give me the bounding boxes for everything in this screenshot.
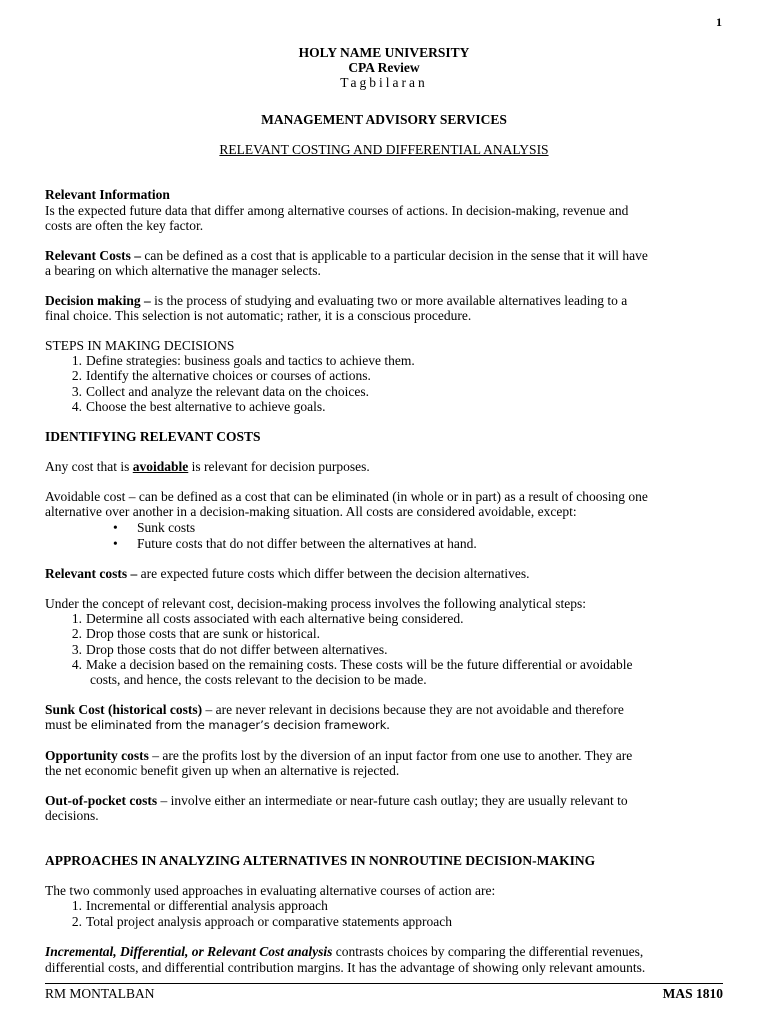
decision-making-text: is the process of studying and evaluating two or more available alternatives leading to a — [150, 293, 628, 308]
list-text: Choose the best alternative to achieve goals. — [86, 399, 326, 414]
avoidable-sentence — [45, 459, 725, 475]
opportunity-costs-text: – are the profits lost by the diversion of an input factor from one use to another. They are — [148, 748, 633, 763]
list-text: Make a decision based on the remaining costs. These costs will be the future differential or avoidable — [86, 657, 633, 672]
decision-making-term: Decision making – — [45, 293, 151, 308]
incremental-term: Incremental, Differential, or Relevant Cost analysis — [45, 944, 333, 959]
list-number: 3. — [71, 642, 82, 657]
topic-title: RELEVANT COSTING AND DIFFERENTIAL ANALYSIS — [219, 142, 549, 157]
incremental-text: contrasts choices by comparing the differential revenues, — [332, 944, 644, 959]
sunk-cost-line2-c: . — [386, 717, 390, 732]
opportunity-costs-term: Opportunity costs — [45, 748, 149, 763]
university-name: HOLY NAME UNIVERSITY — [298, 45, 470, 60]
avoidable-cost-line1: Avoidable cost – can be defined as a cost that can be eliminated (in whole or in part) as a result of choosing one — [45, 489, 648, 504]
incremental-line2: differential costs, and differential contribution margins. It has the advantage of showing only relevant amounts. — [45, 960, 646, 975]
list-number: 2. — [71, 626, 82, 641]
opportunity-costs-line2: the net economic benefit given up when an alternative is rejected. — [45, 763, 400, 778]
relevant-costs-term: Relevant Costs – — [45, 248, 141, 263]
bullet-text: Sunk costs — [137, 520, 196, 535]
list-number: 2. — [71, 368, 82, 383]
list-number: 1. — [71, 898, 82, 913]
sunk-cost-text: – are never relevant in decisions because they are not avoidable and therefore — [202, 702, 624, 717]
list-text: Identify the alternative choices or courses of actions. — [86, 368, 371, 383]
avoidable-pre: Any cost that is — [45, 459, 133, 474]
bullet-icon: • — [113, 520, 118, 535]
opportunity-costs-line1 — [45, 748, 725, 764]
subject-title: MANAGEMENT ADVISORY SERVICES — [261, 112, 507, 127]
relevant-costs-line — [45, 566, 725, 582]
relevant-costs-text-2: are expected future costs which differ between the decision alternatives. — [137, 566, 530, 581]
bullet-text: Future costs that do not differ between the alternatives at hand. — [137, 536, 477, 551]
out-of-pocket-text: – involve either an intermediate or near-future cash outlay; they are usually relevant to — [157, 793, 628, 808]
approaches-intro: The two commonly used approaches in evaluating alternative courses of action are: — [45, 883, 496, 898]
sunk-cost-line2-a: must be — [45, 717, 91, 732]
relevant-information-line1: Is the expected future data that differ among alternative courses of actions. In decision-making, revenue and — [45, 203, 629, 218]
list-text: Total project analysis approach or comparative statements approach — [86, 914, 453, 929]
avoidable-post: is relevant for decision purposes. — [188, 459, 370, 474]
footer-divider — [45, 983, 723, 984]
sunk-cost-term: Sunk Cost (historical costs) — [45, 702, 203, 717]
list-text: Determine all costs associated with each alternative being considered. — [86, 611, 464, 626]
sunk-cost-line2-b: eliminated from the manager’s decision framework — [90, 718, 387, 732]
relevant-information-line2: costs are often the key factor. — [45, 218, 204, 233]
avoidable-cost-line2: alternative over another in a decision-making situation. All costs are considered avoidable, except: — [45, 504, 577, 519]
location: Tagbilaran — [340, 75, 428, 90]
steps-heading: STEPS IN MAKING DECISIONS — [45, 338, 235, 353]
list-text: Incremental or differential analysis approach — [86, 898, 328, 913]
program-name: CPA Review — [348, 60, 420, 75]
list-number: 2. — [71, 914, 82, 929]
list-item-continuation: costs, and hence, the costs relevant to the decision to be made. — [90, 672, 427, 687]
relevant-costs-def-line2: a bearing on which alternative the manager selects. — [45, 263, 321, 278]
relevant-information-heading: Relevant Information — [45, 187, 170, 202]
list-text: Drop those costs that do not differ between alternatives. — [86, 642, 388, 657]
list-number: 1. — [71, 353, 82, 368]
bullet-icon: • — [113, 536, 118, 551]
list-number: 1. — [71, 611, 82, 626]
approaches-heading: APPROACHES IN ANALYZING ALTERNATIVES IN NONROUTINE DECISION-MAKING — [45, 853, 596, 868]
page-number: 1 — [716, 15, 722, 29]
relevant-costs-def-text: can be defined as a cost that is applicable to a particular decision in the sense that it will have — [141, 248, 648, 263]
list-text: Collect and analyze the relevant data on the choices. — [86, 384, 369, 399]
incremental-line1 — [45, 944, 725, 960]
footer-course-code: MAS 1810 — [662, 986, 723, 1001]
footer-author: RM MONTALBAN — [45, 986, 155, 1001]
relevant-costs-def-line1 — [45, 248, 725, 264]
avoidable-word: avoidable — [132, 459, 189, 474]
relevant-costs-term-2: Relevant costs – — [45, 566, 138, 581]
out-of-pocket-term: Out-of-pocket costs — [45, 793, 158, 808]
sunk-cost-line1 — [45, 702, 725, 718]
decision-making-line2: final choice. This selection is not automatic; rather, it is a conscious procedure. — [45, 308, 472, 323]
list-number: 3. — [71, 384, 82, 399]
decision-making-line1 — [45, 293, 725, 309]
list-number: 4. — [71, 657, 82, 672]
identifying-heading: IDENTIFYING RELEVANT COSTS — [45, 429, 261, 444]
list-number: 4. — [71, 399, 82, 414]
analytical-steps-intro: Under the concept of relevant cost, decision-making process involves the following analytical steps: — [45, 596, 586, 611]
sunk-cost-line2 — [45, 717, 725, 733]
list-text: Drop those costs that are sunk or historical. — [86, 626, 320, 641]
out-of-pocket-line2: decisions. — [45, 808, 99, 823]
out-of-pocket-line1 — [45, 793, 725, 809]
list-text: Define strategies: business goals and tactics to achieve them. — [86, 353, 415, 368]
